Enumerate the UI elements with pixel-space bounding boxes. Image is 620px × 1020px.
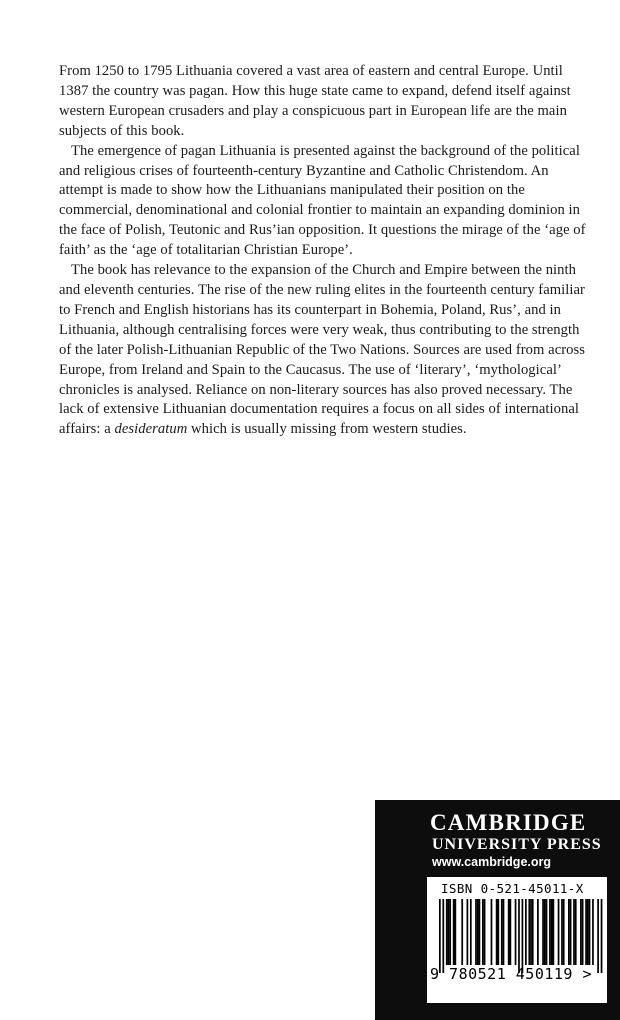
barcode-bar: [448, 899, 450, 965]
barcode-bar: [585, 899, 587, 965]
barcode-bar: [546, 899, 548, 965]
barcode-guard-bar: [439, 899, 441, 973]
isbn-label: ISBN 0-521-45011-X: [441, 881, 584, 896]
barcode-bar: [501, 899, 503, 965]
barcode-bar: [537, 899, 539, 965]
barcode-bar: [497, 899, 499, 965]
publisher-subtitle: UNIVERSITY PRESS: [432, 836, 602, 853]
barcode-bar: [515, 899, 517, 965]
blurb-italic-term: desideratum: [114, 421, 188, 438]
barcode-bar: [575, 899, 577, 965]
barcode-bar: [525, 899, 527, 965]
barcode-bar: [503, 899, 505, 965]
barcode-bar: [587, 899, 589, 965]
barcode-bar: [491, 899, 493, 965]
barcode-bar: [454, 899, 456, 965]
blurb-paragraph-3-text: The book has relevance to the expansion of the Church and Empire between the ninth and eleventh centuries. The rise of the new ruling elites in the fourteenth century familiar to French and English historians has its counterpart in Bohemia, Poland, Rus’, and in Lithuania, although centralising forces were very weak, thus contributing to the strength of the later Polish-Lithuanian Republic of the Two Nations. Sources are used from across Europe, from Ireland and Spain to the Caucasus. The use of ‘literary’, ‘mythological’ chronicles is analysed. Reliance on non-literary sources has also proved necessary. The lack of extensive Lithuanian documentation requires a focus on all sides of international affairs: a: [59, 262, 585, 438]
barcode-guard-bar: [597, 899, 599, 973]
barcode-bar: [580, 899, 582, 965]
barcode-bar: [530, 899, 532, 965]
blurb-paragraph-1: From 1250 to 1795 Lithuania covered a vast area of eastern and central Europe. Until 1387 the country was pagan. How this huge state came to expand, defend itself against western European crusaders and play a conspicuous part in European life are the main subjects of this book.: [59, 63, 571, 139]
barcode-digits: 9 780521 450119 >: [430, 965, 593, 983]
barcode-bar: [482, 899, 484, 965]
barcode-bar: [561, 899, 563, 965]
barcode-guard-bar: [442, 899, 444, 973]
blurb-paragraph-3: [59, 261, 591, 440]
barcode-bar: [475, 899, 477, 965]
barcode-bar: [461, 899, 463, 965]
barcode-bar: [589, 899, 591, 965]
blurb-paragraph-2: The emergence of pagan Lithuania is presented against the background of the political and religious crises of fourteenth-century Byzantine and Catholic Christendom. An attempt is made to show how the Lithuanians manipulated their position on the commercial, denominational and colonial frontier to maintain an expanding dominion in the face of Polish, Teutonic and Rus’ian opposition. It questions the mirage of the ‘age of faith’ as the ‘age of totalitarian Christian Europe’.: [59, 142, 586, 259]
barcode-bar: [568, 899, 570, 965]
blurb-paragraph-3-end: which is usually missing from western studies.: [187, 421, 467, 438]
barcode-bar: [453, 899, 455, 965]
barcode-bar: [446, 899, 448, 965]
barcode-bar: [467, 899, 469, 965]
barcode-guard-bar: [522, 899, 524, 973]
barcode-bar: [470, 899, 472, 965]
barcode-bar: [563, 899, 565, 965]
barcode-bar: [553, 899, 555, 965]
barcode-guard-bar: [601, 899, 603, 973]
barcode-bar: [449, 899, 451, 965]
barcode-bar: [484, 899, 486, 965]
barcode-panel: [427, 877, 607, 1003]
barcode-bar: [496, 899, 498, 965]
publisher-block: [375, 800, 620, 1020]
barcode-bar: [551, 899, 553, 965]
barcode-bar: [508, 899, 510, 965]
barcode-bar: [570, 899, 572, 965]
publisher-url: www.cambridge.org: [432, 855, 552, 869]
barcode-bar: [479, 899, 481, 965]
barcode-bar: [510, 899, 512, 965]
back-cover-blurb: [59, 62, 591, 440]
barcode-guard-bar: [518, 899, 520, 973]
barcode-bar: [532, 899, 534, 965]
barcode-bar: [528, 899, 530, 965]
barcode-bar: [592, 899, 594, 965]
barcode-bar: [549, 899, 551, 965]
publisher-name: CAMBRIDGE: [430, 810, 587, 835]
barcode-bar: [558, 899, 560, 965]
barcode-bar: [477, 899, 479, 965]
barcode-bar: [573, 899, 575, 965]
barcode-bar: [582, 899, 584, 965]
barcode-bar: [542, 899, 544, 965]
barcode-bar: [544, 899, 546, 965]
